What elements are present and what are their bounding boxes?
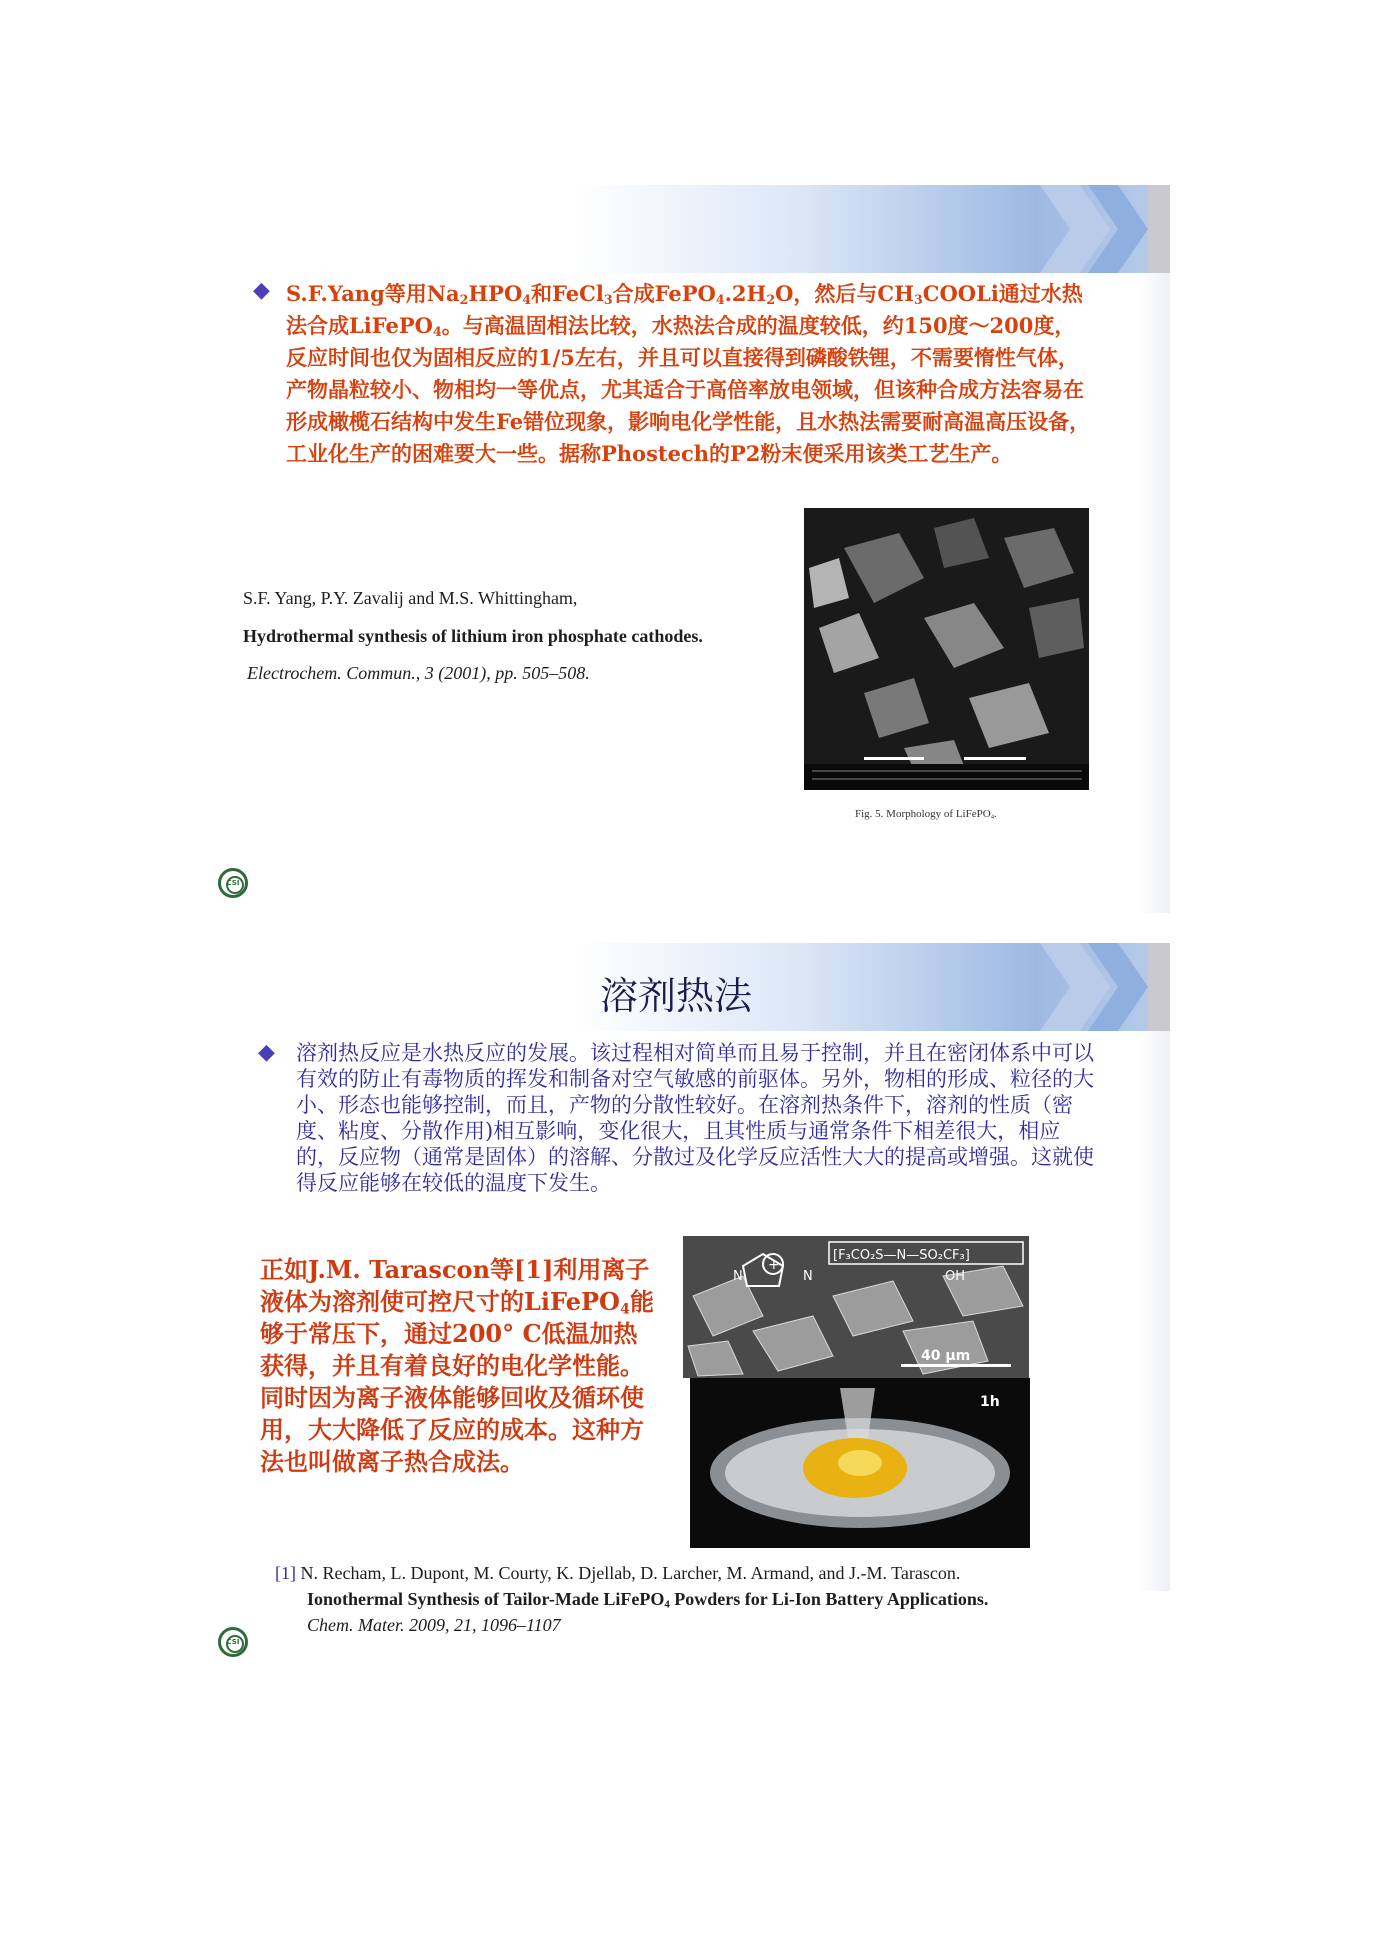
csi-logo-icon: CSI bbox=[218, 868, 248, 898]
slide-1-paragraph: S.F.Yang等用$Na_2HPO_4$和FeCl$_3$合成$FePO_4.2H_2O$，然后与$CH_3COOLi$通过水热法合成LiFePO$_4$。与高温固相法比较，水热法合成的温度较低，约150度～200度，反应时间也仅为固相反应的1/5左右，并且可以直接得到磷酸铁锂，不需要惰性气体，产物晶粒较小、物相均一等优点，尤其适合于高倍率放电领域，但该种合成方法容易在形成橄榄石结构中发生Fe错位现象，影响电化学性能，且水热法需要耐高温高压设备，工业化生产的困难要大一些。据称Phostech的P2粉末便采用该类工艺生产。 bbox=[286, 281, 1091, 466]
slide-1-ref-journal: Electrochem. Commun., 3 (2001), pp. 505–508. bbox=[247, 663, 590, 683]
diamond-bullet-icon: ◆ bbox=[253, 278, 270, 303]
svg-text:N: N bbox=[733, 1269, 743, 1284]
svg-text:N: N bbox=[803, 1269, 813, 1284]
diamond-bullet-icon: ◆ bbox=[258, 1040, 275, 1065]
csi-logo-icon: CSI bbox=[218, 1627, 248, 1657]
scale-bar-label: 40 µm bbox=[921, 1348, 971, 1364]
slide-1-sidebar bbox=[1140, 273, 1170, 913]
svg-text:+: + bbox=[768, 1257, 780, 1273]
ref-title: Ionothermal Synthesis of Tailor-Made LiFePO$_4$ Powders for Li-Ion Battery Applications. bbox=[307, 1589, 989, 1611]
slide-2-left-text: 正如J.M. Tarascon等[1]利用离子液体为溶剂使可控尺寸的LiFePO$_4$能够于常压下，通过200° C低温加热获得，并且有着良好的电化学性能。同时因为离子液体能够回收及循环使用，大大降低了反应的成本。这种方法也叫做离子热合成法。 bbox=[260, 1255, 654, 1476]
ionic-liquid-crystal-image bbox=[683, 1236, 1029, 1378]
slide-1-ref-authors: S.F. Yang, P.Y. Zavalij and M.S. Whittingham, bbox=[243, 588, 578, 608]
reaction-flask-image bbox=[690, 1378, 1030, 1548]
slide-2-title: 溶剂热法 bbox=[600, 974, 753, 1018]
ionic-liquid-oh-label: OH bbox=[945, 1269, 966, 1284]
slide-1-banner bbox=[205, 185, 1170, 273]
sem-image-lifepo4-morphology bbox=[804, 508, 1089, 790]
ref-authors: N. Recham, L. Dupont, M. Courty, K. Djellab, D. Larcher, M. Armand, and J.-M. Tarascon. bbox=[300, 1563, 961, 1583]
time-label: 1h bbox=[980, 1394, 1000, 1410]
ref-number: [1] bbox=[275, 1563, 296, 1583]
slide-2-sidebar bbox=[1140, 1031, 1170, 1591]
slide-1-ref-title: Hydrothermal synthesis of lithium iron phosphate cathodes. bbox=[243, 626, 703, 646]
ionic-liquid-formula-label: [F₃CO₂S—N—SO₂CF₃] bbox=[833, 1248, 970, 1263]
slide-2-reference bbox=[275, 1560, 1175, 1638]
ref-journal: Chem. Mater. 2009, 21, 1096–1107 bbox=[307, 1615, 561, 1635]
slide-2-paragraph: 溶剂热反应是水热反应的发展。该过程相对简单而且易于控制，并且在密闭体系中可以有效的防止有毒物质的挥发和制备对空气敏感的前驱体。另外，物相的形成、粒径的大小、形态也能够控制，而且，产物的分散性较好。在溶剂热条件下，溶剂的性质（密度、粘度、分散作用)相互影响，变化很大，且其性质与通常条件下相差很大，相应的，反应物（通常是固体）的溶解、分散过及化学反应活性大大的提高或增强。这就使得反应能够在较低的温度下发生。 bbox=[296, 1041, 1094, 1195]
figure-caption: Fig. 5. Morphology of LiFePO$_4$. bbox=[855, 808, 997, 821]
